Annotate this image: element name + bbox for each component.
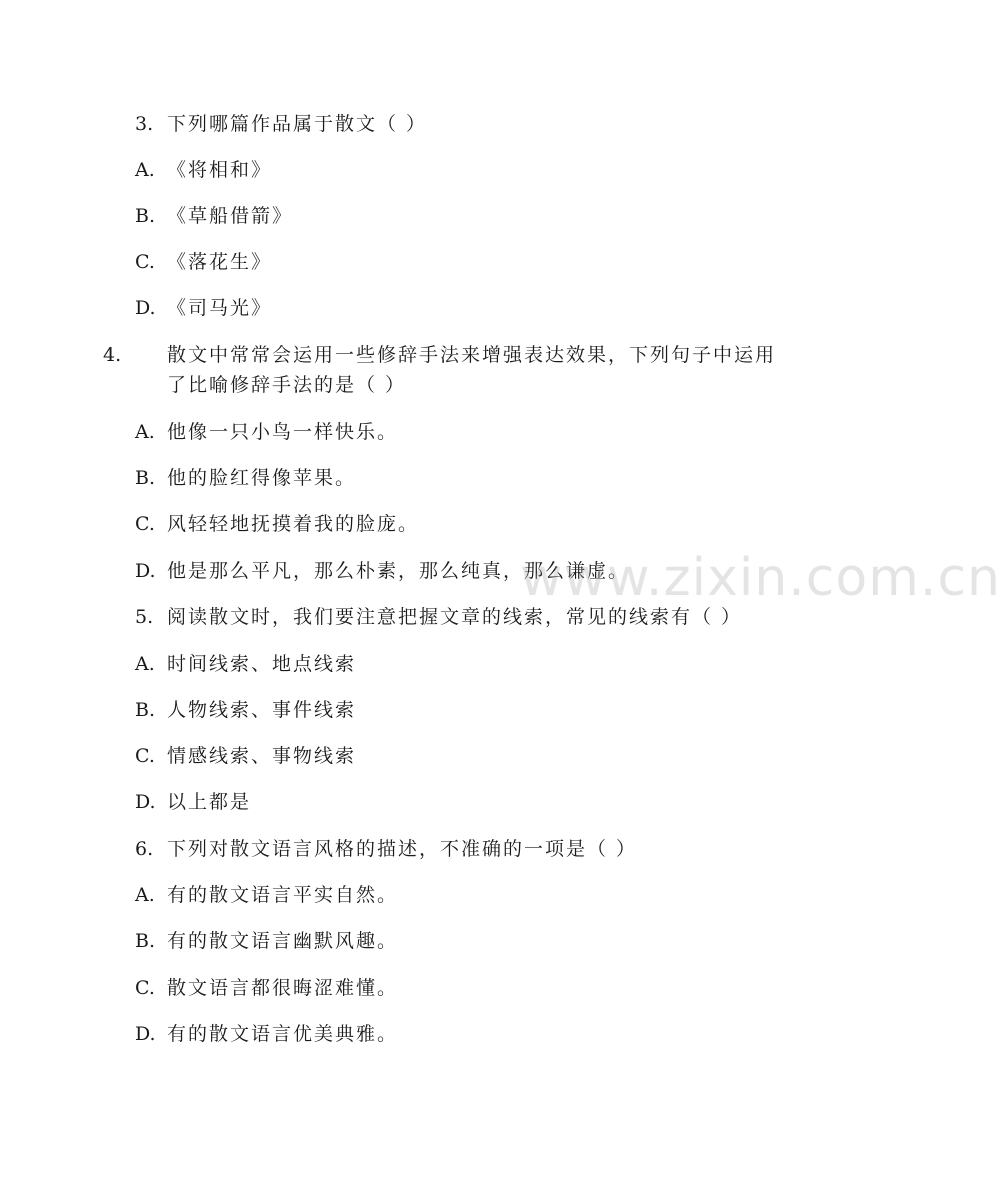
option-letter: D. bbox=[135, 297, 156, 319]
option-letter: D. bbox=[135, 1023, 156, 1045]
option-letter: A. bbox=[135, 653, 155, 675]
option-letter: B. bbox=[135, 930, 156, 952]
option-text: 人物线索、事件线索 bbox=[167, 699, 357, 721]
question-6-option-b bbox=[135, 928, 785, 955]
option-letter: C. bbox=[135, 251, 155, 273]
question-6-option-d bbox=[135, 1021, 785, 1048]
option-letter: A. bbox=[135, 884, 155, 906]
option-text: 有的散文语言优美典雅。 bbox=[167, 1023, 399, 1045]
question-text: 阅读散文时，我们要注意把握文章的线索，常见的线索有（ ） bbox=[167, 606, 743, 628]
question-number: 4. bbox=[103, 344, 122, 366]
option-letter: B. bbox=[135, 699, 156, 721]
option-text: 《草船借箭》 bbox=[167, 205, 294, 227]
question-5-option-a bbox=[135, 651, 785, 678]
watermark: www.zixin.com.cn bbox=[520, 548, 1001, 608]
option-letter: A. bbox=[135, 159, 155, 181]
question-3-stem bbox=[135, 111, 785, 138]
option-text: 情感线索、事物线索 bbox=[167, 745, 357, 767]
option-letter: C. bbox=[135, 513, 155, 535]
option-letter: C. bbox=[135, 745, 155, 767]
question-6-option-a bbox=[135, 882, 785, 909]
option-text: 他是那么平凡，那么朴素，那么纯真，那么谦虚。 bbox=[167, 560, 630, 582]
option-text: 散文语言都很晦涩难懂。 bbox=[167, 977, 399, 999]
question-5-option-d bbox=[135, 789, 785, 816]
option-text: 他的脸红得像苹果。 bbox=[167, 467, 357, 489]
option-letter: D. bbox=[135, 560, 156, 582]
question-5-stem bbox=[135, 604, 785, 631]
question-3-option-b bbox=[135, 203, 785, 230]
question-4-option-b bbox=[135, 465, 785, 492]
question-number: 3. bbox=[135, 113, 154, 135]
question-4-option-d bbox=[135, 558, 785, 585]
option-letter: C. bbox=[135, 977, 155, 999]
question-text: 下列哪篇作品属于散文（ ） bbox=[167, 113, 428, 135]
option-letter: B. bbox=[135, 205, 156, 227]
option-text: 《司马光》 bbox=[167, 297, 273, 319]
option-letter: A. bbox=[135, 421, 155, 443]
option-text: 风轻轻地抚摸着我的脸庞。 bbox=[167, 513, 420, 535]
question-text: 散文中常常会运用一些修辞手法来增强表达效果，下列句子中运用了比喻修辞手法的是（ ） bbox=[167, 344, 777, 396]
option-text: 以上都是 bbox=[167, 791, 252, 813]
question-6-option-c bbox=[135, 975, 785, 1002]
option-text: 有的散文语言平实自然。 bbox=[167, 884, 399, 906]
option-text: 《将相和》 bbox=[167, 159, 273, 181]
question-number: 5. bbox=[135, 606, 154, 628]
question-3-option-c bbox=[135, 249, 785, 276]
question-3-option-a bbox=[135, 157, 785, 184]
question-4-stem bbox=[103, 340, 785, 400]
question-5-option-c bbox=[135, 743, 785, 770]
question-4-option-c bbox=[135, 511, 785, 538]
option-letter: D. bbox=[135, 791, 156, 813]
option-text: 有的散文语言幽默风趣。 bbox=[167, 930, 399, 952]
option-text: 他像一只小鸟一样快乐。 bbox=[167, 421, 399, 443]
question-5-option-b bbox=[135, 697, 785, 724]
question-4-option-a bbox=[135, 419, 785, 446]
question-text: 下列对散文语言风格的描述，不准确的一项是（ ） bbox=[167, 838, 638, 860]
question-number: 6. bbox=[135, 838, 154, 860]
question-6-stem bbox=[135, 836, 785, 863]
option-text: 时间线索、地点线索 bbox=[167, 653, 357, 675]
question-3-option-d bbox=[135, 295, 785, 322]
option-letter: B. bbox=[135, 467, 156, 489]
option-text: 《落花生》 bbox=[167, 251, 273, 273]
